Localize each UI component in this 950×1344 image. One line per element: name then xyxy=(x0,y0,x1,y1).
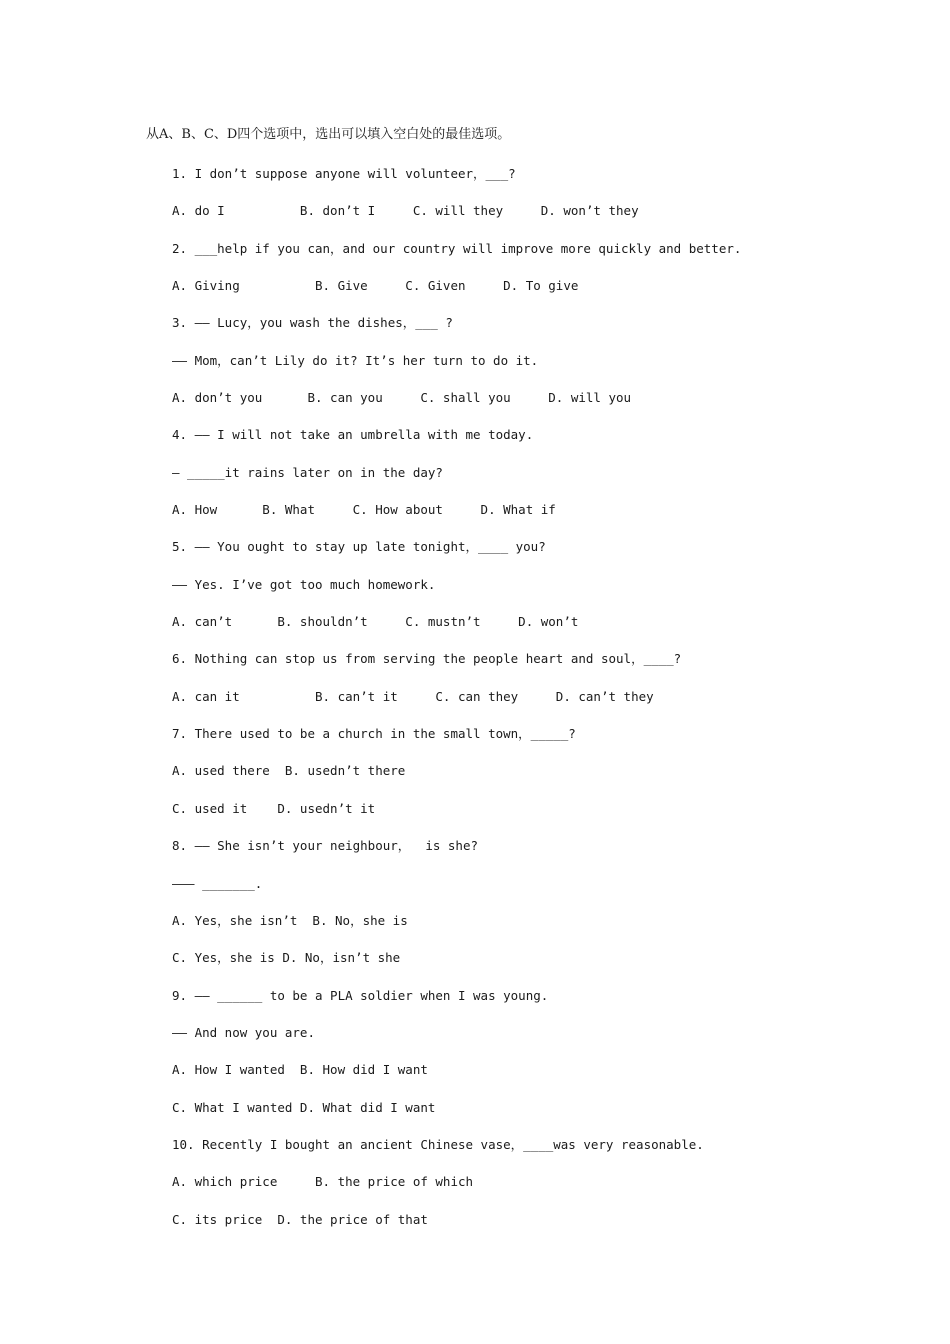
question-5-options: A. can’t B. shouldn’t C. mustn’t D. won’t xyxy=(172,614,579,629)
question-3-dialogue: —— Mom，can’t Lily do it? It’s her turn to do it. xyxy=(172,353,539,368)
question-10: 10. Recently I bought an ancient Chinese vase，____was very reasonable. xyxy=(172,1137,704,1152)
question-1: 1. I don’t suppose anyone will volunteer，___? xyxy=(172,166,516,181)
question-10-options-ab: A. which price B. the price of which xyxy=(172,1174,474,1189)
question-9-options-cd: C. What I wanted D. What did I want xyxy=(172,1100,436,1115)
question-9: 9. —— ______ to be a PLA soldier when I was young. xyxy=(172,988,549,1003)
question-9-options-ab: A. How I wanted B. How did I want xyxy=(172,1062,428,1077)
question-10-options-cd: C. its price D. the price of that xyxy=(172,1212,428,1227)
question-4: 4. —— I will not take an umbrella with me today. xyxy=(172,427,534,442)
question-4-dialogue: — _____it rains later on in the day? xyxy=(172,465,443,480)
question-6: 6. Nothing can stop us from serving the people heart and soul，____? xyxy=(172,651,682,666)
question-7-options-cd: C. used it D. usedn’t it xyxy=(172,801,376,816)
question-3: 3. —— Lucy，you wash the dishes，___ ? xyxy=(172,315,453,330)
question-1-options: A. do I B. don’t I C. will they D. won’t they xyxy=(172,203,639,218)
question-6-options: A. can it B. can’t it C. can they D. can’t they xyxy=(172,689,654,704)
question-8-options-ab: A. Yes，she isn’t B. No，she is xyxy=(172,913,408,928)
question-7: 7. There used to be a church in the small town，_____? xyxy=(172,726,576,741)
question-5-dialogue: —— Yes. I’ve got too much homework. xyxy=(172,577,436,592)
instruction-text: 从A、B、C、D四个选项中，选出可以填入空白处的最佳选项。 xyxy=(146,127,511,142)
question-3-options: A. don’t you B. can you C. shall you D. will you xyxy=(172,390,632,405)
question-8-dialogue: ——— _______. xyxy=(172,876,263,891)
question-5: 5. —— You ought to stay up late tonight，____ you? xyxy=(172,539,546,554)
question-2-options: A. Giving B. Give C. Given D. To give xyxy=(172,278,579,293)
question-8: 8. —— She isn’t your neighbour， is she? xyxy=(172,838,478,853)
question-9-dialogue: —— And now you are. xyxy=(172,1025,315,1040)
question-8-options-cd: C. Yes，she is D. No，isn’t she xyxy=(172,950,401,965)
question-7-options-ab: A. used there B. usedn’t there xyxy=(172,763,406,778)
question-4-options: A. How B. What C. How about D. What if xyxy=(172,502,556,517)
question-2: 2. ___help if you can，and our country will improve more quickly and better. xyxy=(172,241,742,256)
